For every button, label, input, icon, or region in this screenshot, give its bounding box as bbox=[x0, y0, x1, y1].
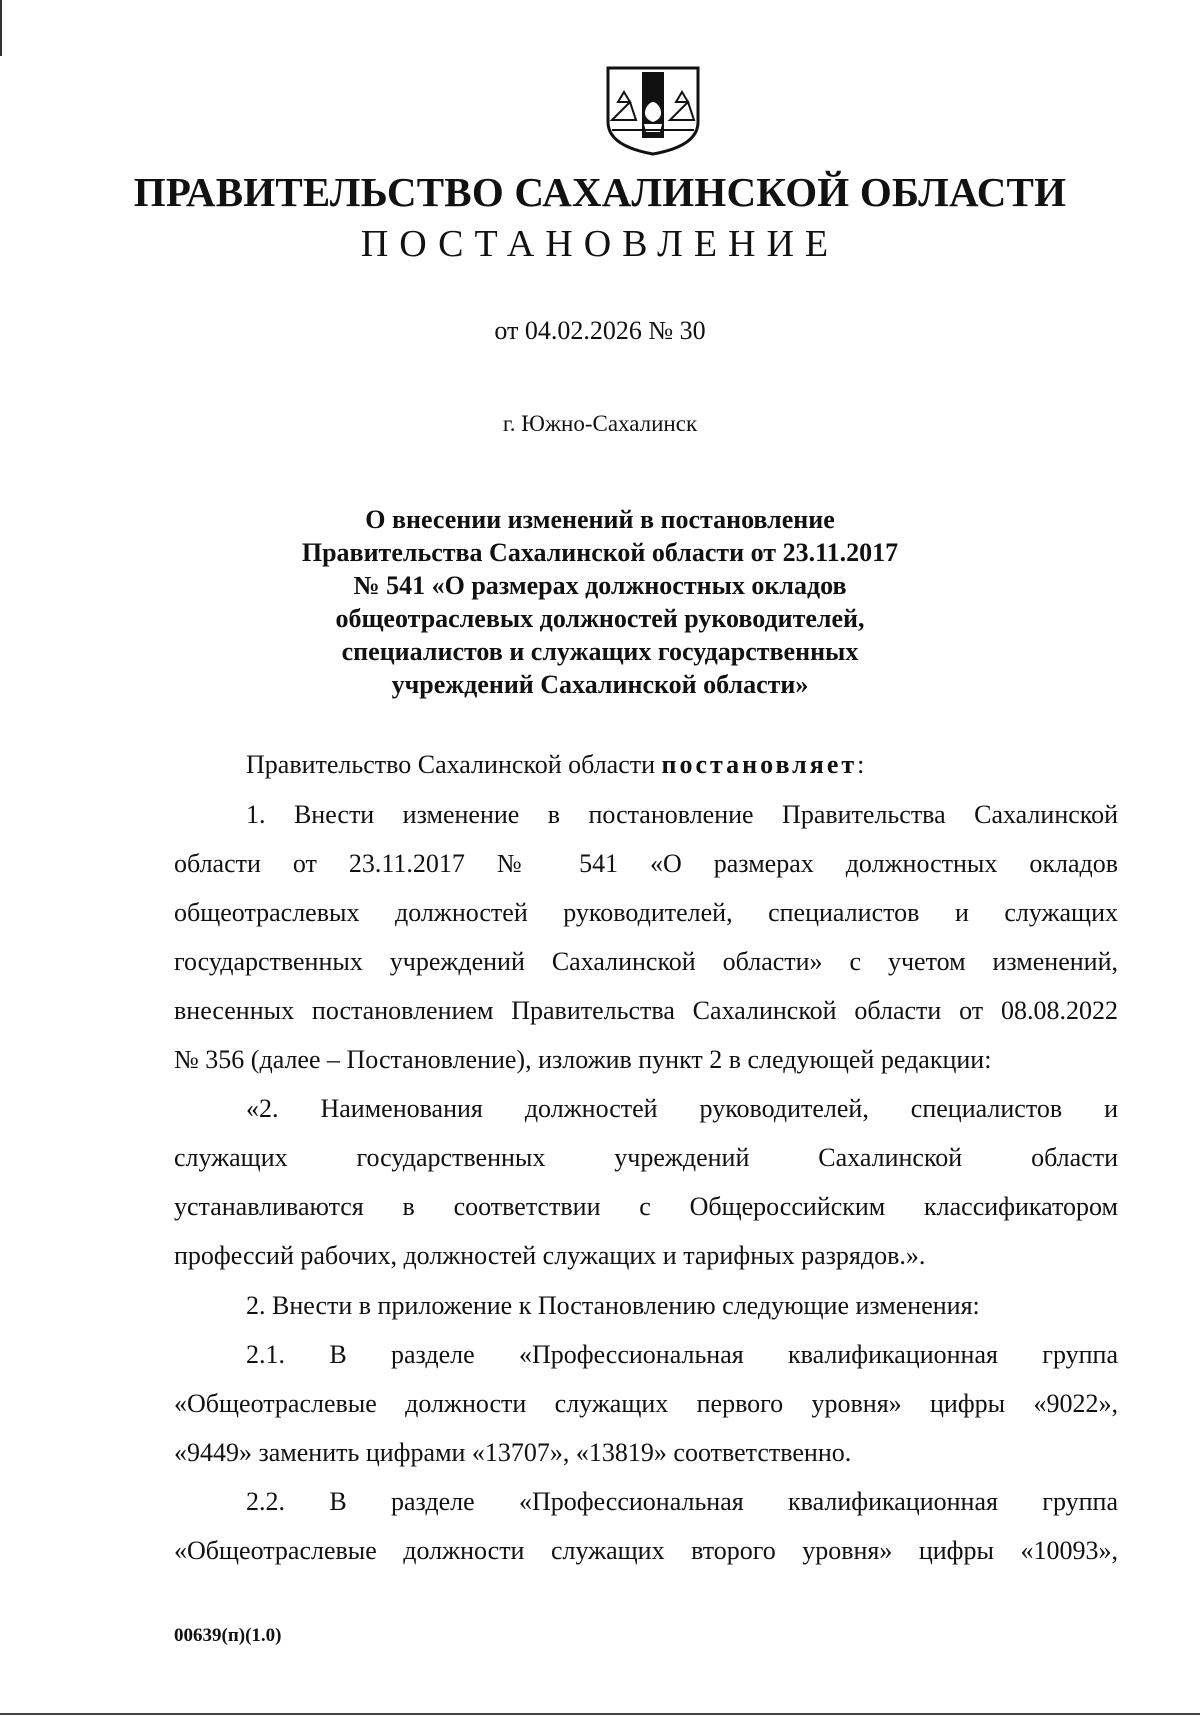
item-2-2-line: «Общеотраслевые должности служащих второго уровня» цифры «10093», bbox=[174, 1536, 1118, 1565]
preamble bbox=[174, 740, 1118, 789]
quote-line: «2. Наименования должностей руководителей, специалистов и bbox=[246, 1094, 1118, 1123]
quote-line: профессий рабочих, должностей служащих и тарифных разрядов.». bbox=[174, 1241, 926, 1270]
scan-edge-left bbox=[0, 0, 2, 56]
item-2 bbox=[174, 1281, 1118, 1330]
document-type: ПОСТАНОВЛЕНИЕ bbox=[360, 223, 840, 265]
subject-line: учреждений Сахалинской области» bbox=[391, 670, 809, 699]
sakhalin-coat-of-arms-icon bbox=[604, 62, 702, 156]
item-2-line: 2. Внести в приложение к Постановлению следующие изменения: bbox=[246, 1291, 980, 1320]
quote-line: устанавливаются в соответствии с Общероссийским классификатором bbox=[174, 1192, 1118, 1221]
scan-edge-bottom bbox=[0, 1713, 1200, 1715]
preamble-text: Правительство Сахалинской области bbox=[246, 750, 662, 779]
subject-line: № 541 «О размерах должностных окладов bbox=[353, 571, 847, 600]
preamble-verb: постановляет bbox=[661, 750, 858, 779]
item-1-line: внесенных постановлением Правительства Сахалинской области от 08.08.2022 bbox=[174, 996, 1118, 1025]
item-2-1 bbox=[174, 1330, 1118, 1477]
subject-line: О внесении изменений в постановление bbox=[365, 505, 835, 534]
item-1 bbox=[174, 790, 1118, 1084]
item-2-1-line: «Общеотраслевые должности служащих первого уровня» цифры «9022», bbox=[174, 1389, 1118, 1418]
item-2-2-line: 2.2. В разделе «Профессиональная квалификационная группа bbox=[246, 1487, 1118, 1516]
subject-line: Правительства Сахалинской области от 23.11.2017 bbox=[301, 538, 899, 567]
item-1-line: № 356 (далее – Постановление), изложив пункт 2 в следующей редакции: bbox=[174, 1045, 992, 1074]
preamble-colon: : bbox=[857, 750, 865, 779]
document-subject bbox=[250, 503, 950, 701]
form-code: 00639(п)(1.0) bbox=[174, 1625, 282, 1646]
document-city: г. Южно-Сахалинск bbox=[502, 411, 698, 436]
quoted-paragraph bbox=[174, 1084, 1118, 1280]
organization-title: ПРАВИТЕЛЬСТВО САХАЛИНСКОЙ ОБЛАСТИ bbox=[133, 169, 1067, 215]
item-1-line: государственных учреждений Сахалинской области» с учетом изменений, bbox=[174, 947, 1118, 976]
preamble-line bbox=[174, 740, 1118, 789]
subject-line: специалистов и служащих государственных bbox=[341, 637, 859, 666]
subject-line: общеотраслевых должностей руководителей, bbox=[335, 604, 865, 633]
document-date-number: от 04.02.2026 № 30 bbox=[494, 316, 706, 345]
item-1-line: 1. Внести изменение в постановление Правительства Сахалинской bbox=[246, 800, 1118, 829]
item-2-2 bbox=[174, 1477, 1118, 1575]
item-1-line: общеотраслевых должностей руководителей, специалистов и служащих bbox=[174, 898, 1118, 927]
quote-line: служащих государственных учреждений Сахалинской области bbox=[174, 1143, 1118, 1172]
item-2-1-line: 2.1. В разделе «Профессиональная квалификационная группа bbox=[246, 1340, 1118, 1369]
item-1-line: области от 23.11.2017 № 541 «О размерах должностных окладов bbox=[174, 849, 1118, 878]
item-2-1-line: «9449» заменить цифрами «13707», «13819» соответственно. bbox=[174, 1438, 852, 1467]
